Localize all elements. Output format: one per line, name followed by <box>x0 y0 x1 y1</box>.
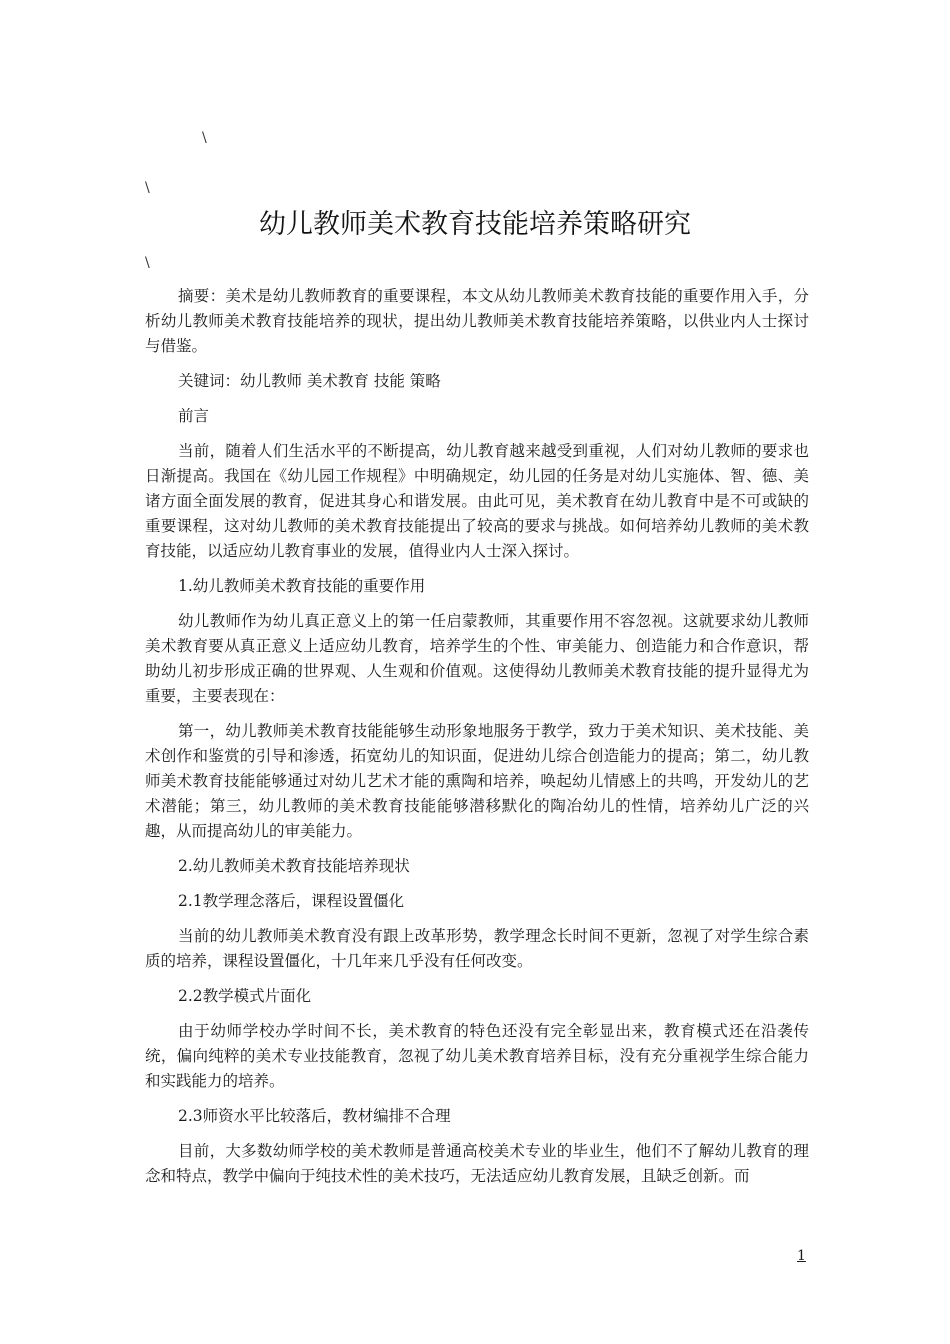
section-2-3-heading: 2.3师资水平比较落后，教材编排不合理 <box>178 1107 451 1125</box>
backslash-mark: \ <box>202 130 207 146</box>
backslash-mark: \ <box>145 255 150 271</box>
backslash-mark: \ <box>145 180 150 196</box>
section-2-1-paragraph: 当前的幼儿教师美术教育没有跟上改革形势，教学理念长时间不更新，忽视了对学生综合素质的培养，课程设置僵化，十几年来几乎没有任何改变。 <box>145 927 809 970</box>
section-1-paragraph: 第一，幼儿教师美术教育技能能够生动形象地服务于教学，致力于美术知识、美术技能、美术创作和鉴赏的引导和渗透，拓宽幼儿的知识面，促进幼儿综合创造能力的提高；第二，幼儿教师美术教育技能能够通过对幼儿艺术才能的熏陶和培养，唤起幼儿情感上的共鸣，开发幼儿的艺术潜能；第三，幼儿教师的美术教育技能能够潜移默化的陶冶幼儿的性情，培养幼儿广泛的兴趣，从而提高幼儿的审美能力。 <box>145 722 809 840</box>
section-2-2-heading: 2.2教学模式片面化 <box>178 987 312 1005</box>
section-2-heading: 2.幼儿教师美术教育技能培养现状 <box>178 857 410 875</box>
keywords-line: 关键词：幼儿教师 美术教育 技能 策略 <box>178 372 441 390</box>
page-number: 1 <box>797 1248 806 1264</box>
preface-paragraph: 当前，随着人们生活水平的不断提高，幼儿教育越来越受到重视，人们对幼儿教师的要求也日渐提高。我国在《幼儿园工作规程》中明确规定，幼儿园的任务是对幼儿实施体、智、德、美诸方面全面发展的教育，促进其身心和谐发展。由此可见，美术教育在幼儿教育中是不可或缺的重要课程，这对幼儿教师的美术教育技能提出了较高的要求与挑战。如何培养幼儿教师的美术教育技能，以适应幼儿教育事业的发展，值得业内人士深入探讨。 <box>145 442 809 560</box>
section-2-1-heading: 2.1教学理念落后，课程设置僵化 <box>178 892 405 910</box>
section-2-3-paragraph: 目前，大多数幼师学校的美术教师是普通高校美术专业的毕业生，他们不了解幼儿教育的理念和特点，教学中偏向于纯技术性的美术技巧，无法适应幼儿教育发展，且缺乏创新。而 <box>145 1142 809 1185</box>
abstract-paragraph: 摘要：美术是幼儿教师教育的重要课程，本文从幼儿教师美术教育技能的重要作用入手，分析幼儿教师美术教育技能培养的现状，提出幼儿教师美术教育技能培养策略，以供业内人士探讨与借鉴。 <box>145 287 809 355</box>
section-2-2-paragraph: 由于幼师学校办学时间不长，美术教育的特色还没有完全彰显出来，教育模式还在沿袭传统，偏向纯粹的美术专业技能教育，忽视了幼儿美术教育培养目标，没有充分重视学生综合能力和实践能力的培养。 <box>145 1022 809 1090</box>
preface-heading: 前言 <box>178 407 210 425</box>
document-body <box>145 284 809 1199</box>
document-title: 幼儿教师美术教育技能培养策略研究 <box>259 209 691 240</box>
section-1-heading: 1.幼儿教师美术教育技能的重要作用 <box>178 577 426 595</box>
section-1-paragraph: 幼儿教师作为幼儿真正意义上的第一任启蒙教师，其重要作用不容忽视。这就要求幼儿教师美术教育要从真正意义上适应幼儿教育，培养学生的个性、审美能力、创造能力和合作意识，帮助幼儿初步形成正确的世界观、人生观和价值观。这使得幼儿教师美术教育技能的提升显得尤为重要，主要表现在： <box>145 612 809 705</box>
